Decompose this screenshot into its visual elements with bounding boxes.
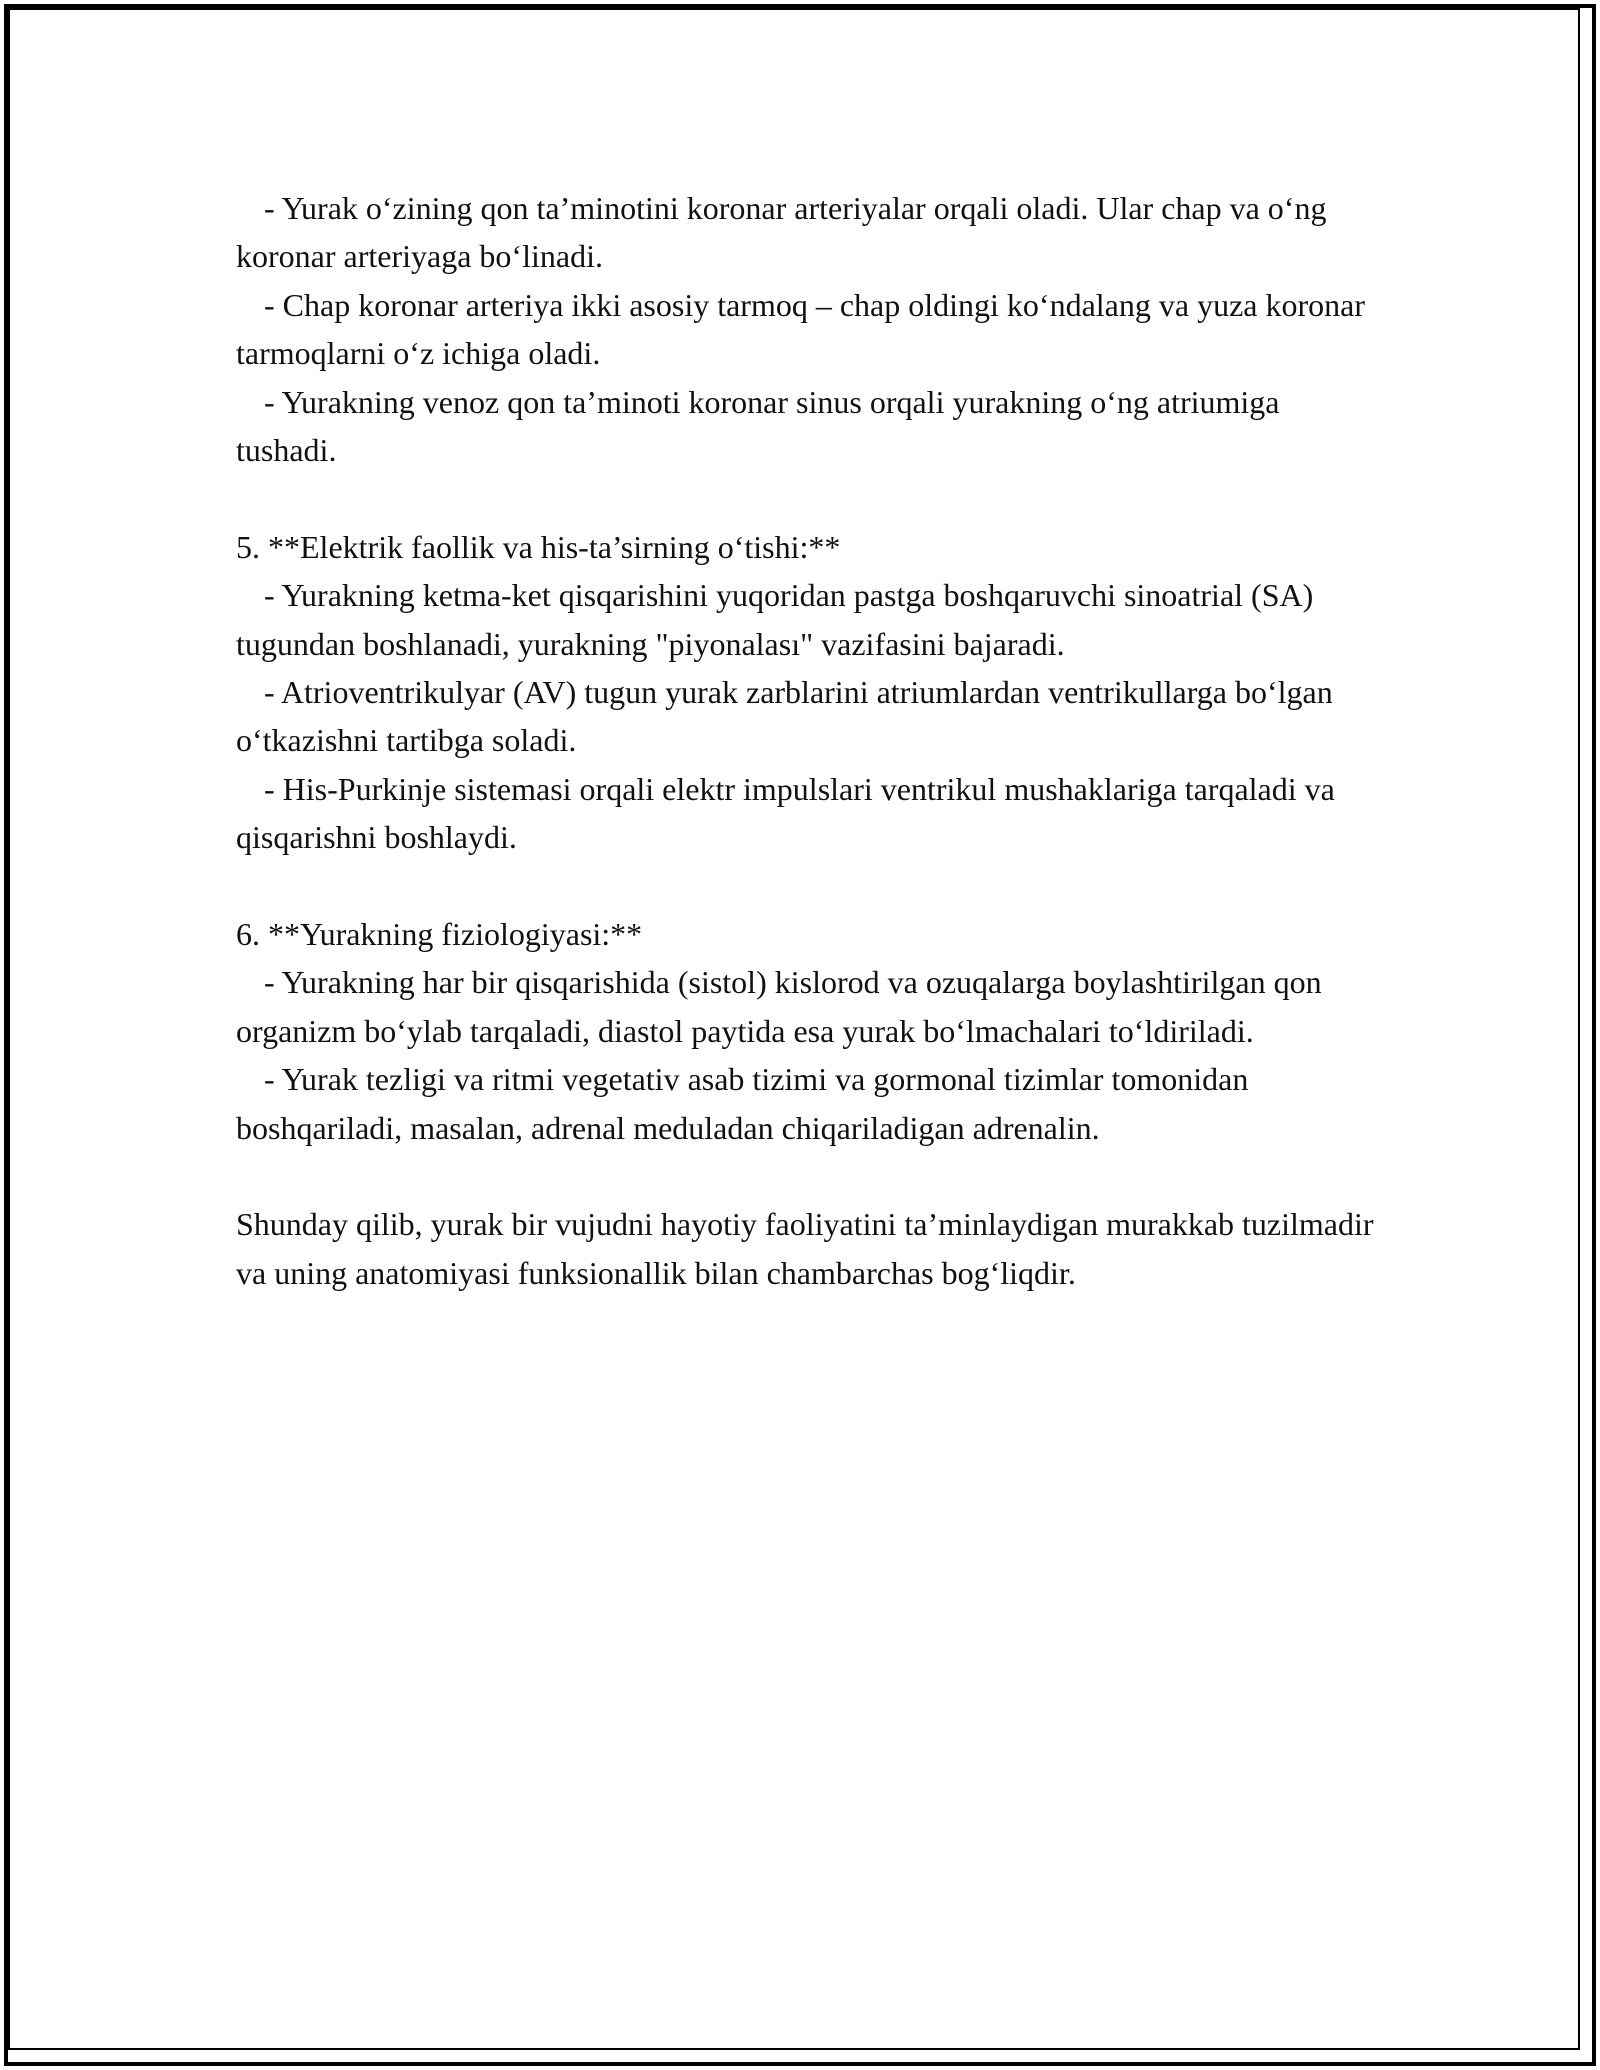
bullet-left-coronary: - Chap koronar arteriya ikki asosiy tarmoq – chap oldingi ko‘ndalang va yuza koronar tarmoqlarni o‘z ichiga oladi.: [236, 286, 1365, 372]
bullet-sa-node: - Yurakning ketma-ket qisqarishini yuqoridan pastga boshqaruvchi sinoatrial (SA) tugundan boshlanadi, yurakning "piyonalası" vazifasini bajaradi.: [236, 577, 1314, 662]
section-5-heading: 5. **Elektrik faollik va his-ta’sirning o‘tishi:**: [236, 528, 841, 565]
bullet-his-purkinje: - His-Purkinje sistemasi orqali elektr impulslari ventrikul mushaklariga tarqaladi va qisqarishni boshlaydi.: [236, 770, 1335, 856]
paragraph-gap: [236, 862, 1386, 910]
document-body: [236, 184, 1386, 1297]
bullet-av-node: - Atrioventrikulyar (AV) tugun yurak zarblarini atriumlardan ventrikullarga bo‘lgan o‘tkazishni tartibga soladi.: [236, 674, 1333, 759]
bullet-venous-supply: - Yurakning venoz qon ta’minoti koronar sinus orqali yurakning o‘ng atriumiga tushadi.: [236, 383, 1280, 469]
paragraph-gap: [236, 474, 1386, 522]
bullet-heart-rate: - Yurak tezligi va ritmi vegetativ asab tizimi va gormonal tizimlar tomonidan boshqariladi, masalan, adrenal meduladan chiqariladigan adrenalin.: [236, 1061, 1249, 1146]
conclusion-paragraph: Shunday qilib, yurak bir vujudni hayotiy faoliyatini ta’minlaydigan murakkab tuzilmadir va uning anatomiyasi funksionallik bilan chambarchas bog‘liqdir.: [236, 1206, 1374, 1291]
bullet-coronary-supply: - Yurak o‘zining qon ta’minotini koronar arteriyalar orqali oladi. Ular chap va o‘ng koronar arteriyaga bo‘linadi.: [236, 190, 1327, 275]
paragraph-gap: [236, 1152, 1386, 1200]
section-6-heading: 6. **Yurakning fiziologiyasi:**: [236, 916, 643, 953]
bullet-systole: - Yurakning har bir qisqarishida (sistol) kislorod va ozuqalarga boylashtirilgan qon organizm bo‘ylab tarqaladi, diastol paytida esa yurak bo‘lmachalari to‘ldiriladi.: [236, 964, 1322, 1049]
